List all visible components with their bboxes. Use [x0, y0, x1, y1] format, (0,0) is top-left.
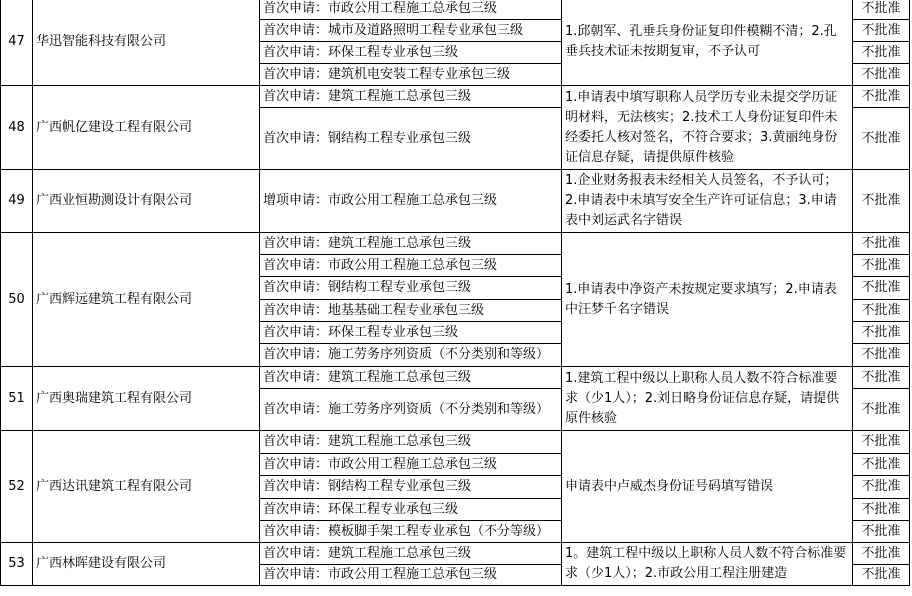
- application-item-cell: 首次申请：市政公用工程施工总承包三级: [260, 255, 562, 277]
- serial-number-cell: 49: [1, 170, 33, 233]
- decision-result-cell: 不批准: [853, 565, 910, 586]
- application-item-cell: 首次申请：市政公用工程施工总承包三级: [260, 454, 562, 476]
- decision-result-cell: 不批准: [853, 86, 910, 108]
- application-item-cell: 首次申请：建筑工程施工总承包三级: [260, 233, 562, 255]
- application-item-cell: 首次申请：钢结构工程专业承包三级: [260, 277, 562, 300]
- table-row: [1, 367, 910, 389]
- rejection-reason-cell: 1.申请表中净资产未按规定要求填写；2.申请表中汪梦千名字错误: [562, 233, 853, 367]
- application-item-cell: 首次申请：施工劳务序列资质（不分类别和等级）: [260, 344, 562, 367]
- application-item-cell: 首次申请：建筑工程施工总承包三级: [260, 431, 562, 454]
- decision-result-cell: 不批准: [853, 233, 910, 255]
- serial-number-cell: 52: [1, 431, 33, 543]
- decision-result-cell: 不批准: [853, 476, 910, 499]
- serial-number-cell: 51: [1, 367, 33, 431]
- company-name-cell: 广西达讯建筑工程有限公司: [33, 431, 260, 543]
- decision-result-cell: 不批准: [853, 20, 910, 42]
- serial-number-cell: 48: [1, 86, 33, 170]
- decision-result-cell: 不批准: [853, 322, 910, 344]
- application-item-cell: 首次申请：环保工程专业承包三级: [260, 42, 562, 64]
- company-name-cell: 广西奥瑞建筑工程有限公司: [33, 367, 260, 431]
- rejection-reason-cell: 1。建筑工程中级以上职称人员人数不符合标准要求（少1人）；2.市政公用工程注册建造: [562, 543, 853, 586]
- application-item-cell: 首次申请：建筑工程施工总承包三级: [260, 86, 562, 108]
- application-item-cell: 首次申请：环保工程专业承包三级: [260, 322, 562, 344]
- application-item-cell: 首次申请：建筑机电安装工程专业承包三级: [260, 64, 562, 86]
- approval-table-body: [1, 0, 910, 586]
- decision-result-cell: 不批准: [853, 367, 910, 389]
- company-name-cell: 华迅智能科技有限公司: [33, 0, 260, 86]
- decision-result-cell: 不批准: [853, 0, 910, 20]
- decision-result-cell: 不批准: [853, 170, 910, 233]
- application-item-cell: 增项申请：市政公用工程施工总承包三级: [260, 170, 562, 233]
- decision-result-cell: 不批准: [853, 277, 910, 300]
- rejection-reason-cell: 1.企业财务报表未经相关人员签名，不予认可；2.申请表中未填写安全生产许可证信息；3.申请表中刘运武名字错误: [562, 170, 853, 233]
- application-item-cell: 首次申请：钢结构工程专业承包三级: [260, 476, 562, 499]
- application-item-cell: 首次申请：模板脚手架工程专业承包（不分等级）: [260, 521, 562, 543]
- company-name-cell: 广西林晖建设有限公司: [33, 543, 260, 586]
- decision-result-cell: 不批准: [853, 64, 910, 86]
- rejection-reason-cell: 1.建筑工程中级以上职称人员人数不符合标准要求（少1人）；2.刘日略身份证信息存疑，请提供原件核验: [562, 367, 853, 431]
- table-row: [1, 233, 910, 255]
- decision-result-cell: 不批准: [853, 42, 910, 64]
- decision-result-cell: 不批准: [853, 108, 910, 170]
- serial-number-cell: 50: [1, 233, 33, 367]
- table-row: [1, 0, 910, 20]
- application-item-cell: 首次申请：市政公用工程施工总承包三级: [260, 565, 562, 586]
- application-item-cell: 首次申请：施工劳务序列资质（不分类别和等级）: [260, 389, 562, 431]
- company-name-cell: 广西业恒勘测设计有限公司: [33, 170, 260, 233]
- decision-result-cell: 不批准: [853, 300, 910, 322]
- decision-result-cell: 不批准: [853, 255, 910, 277]
- decision-result-cell: 不批准: [853, 389, 910, 431]
- decision-result-cell: 不批准: [853, 543, 910, 565]
- rejection-reason-cell: 1.邱朝军、孔垂兵身份证复印件模糊不清；2.孔垂兵技术证未按期复审，不予认可: [562, 0, 853, 86]
- decision-result-cell: 不批准: [853, 454, 910, 476]
- table-row: [1, 86, 910, 108]
- table-row: [1, 170, 910, 233]
- application-item-cell: 首次申请：市政公用工程施工总承包三级: [260, 0, 562, 20]
- application-item-cell: 首次申请：钢结构工程专业承包三级: [260, 108, 562, 170]
- application-item-cell: 首次申请：城市及道路照明工程专业承包三级: [260, 20, 562, 42]
- application-item-cell: 首次申请：地基基础工程专业承包三级: [260, 300, 562, 322]
- rejection-reason-cell: 申请表中卢威杰身份证号码填写错误: [562, 431, 853, 543]
- serial-number-cell: 53: [1, 543, 33, 586]
- table-row: [1, 431, 910, 454]
- decision-result-cell: 不批准: [853, 521, 910, 543]
- application-item-cell: 首次申请：建筑工程施工总承包三级: [260, 367, 562, 389]
- rejection-reason-cell: 1.申请表中填写职称人员学历专业未提交学历证明材料，无法核实；2.技术工人身份证复印件未经委托人核对签名，不符合要求；3.黄丽纯身份证信息存疑，请提供原件核验: [562, 86, 853, 170]
- serial-number-cell: 47: [1, 0, 33, 86]
- company-name-cell: 广西辉远建筑工程有限公司: [33, 233, 260, 367]
- table-row: [1, 543, 910, 565]
- application-item-cell: 首次申请：建筑工程施工总承包三级: [260, 543, 562, 565]
- application-item-cell: 首次申请：环保工程专业承包三级: [260, 499, 562, 521]
- decision-result-cell: 不批准: [853, 344, 910, 367]
- company-name-cell: 广西帆亿建设工程有限公司: [33, 86, 260, 170]
- decision-result-cell: 不批准: [853, 499, 910, 521]
- decision-result-cell: 不批准: [853, 431, 910, 454]
